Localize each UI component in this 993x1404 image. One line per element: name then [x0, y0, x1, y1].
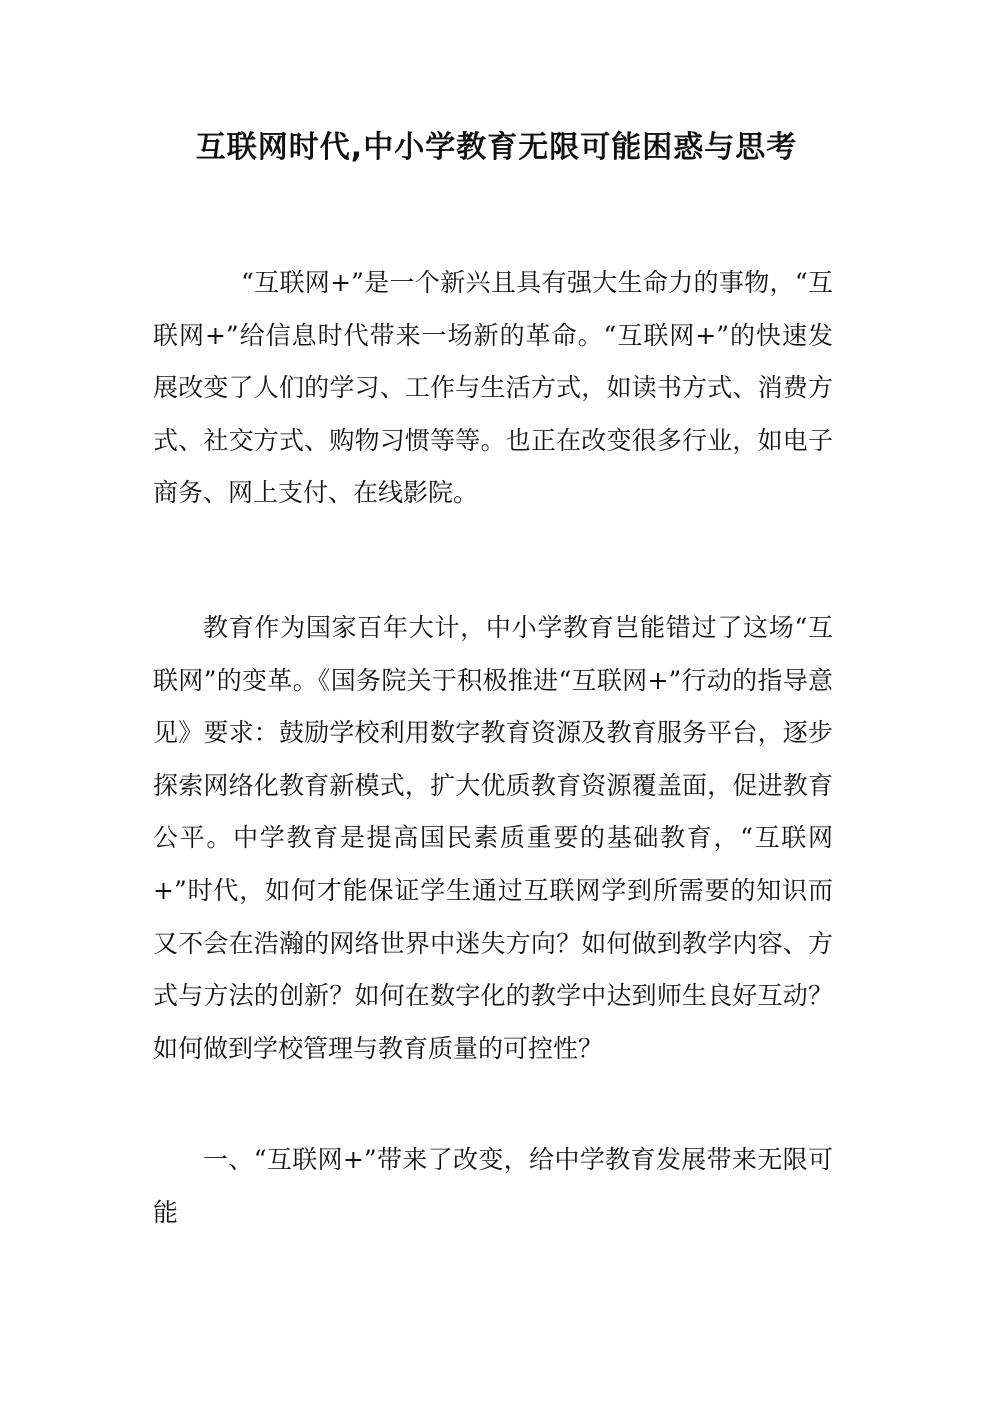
paragraph-intro: “互联网+”是一个新兴且具有强大生命力的事物，“互联网+”给信息时代带来一场新的革命。“互联网+”的快速发展改变了人们的学习、工作与生活方式，如读书方式、消费方式、社交方式、购物习惯等等。也正在改变很多行业，如电子商务、网上支付、在线影院。	[153, 268, 833, 508]
document-title: 互联网时代,中小学教育无限可能困惑与思考	[195, 130, 798, 165]
section-heading-one: 一、“互联网+”带来了改变，给中学教育发展带来无限可能	[153, 1145, 833, 1227]
paragraph-education: 教育作为国家百年大计，中小学教育岂能错过了这场“互联网”的变革。《国务院关于积极推进“互联网+”行动的指导意见》要求：鼓励学校利用数字教育资源及教育服务平台，逐步探索网络化教育新模式，扩大优质教育资源覆盖面，促进教育公平。中学教育是提高国民素质重要的基础教育，“互联网+”时代，如何才能保证学生通过互联网学到所需要的知识而又不会在浩瀚的网络世界中迷失方向？如何做到教学内容、方式与方法的创新？如何在数字化的教学中达到师生良好互动？如何做到学校管理与教育质量的可控性？	[153, 613, 833, 1063]
